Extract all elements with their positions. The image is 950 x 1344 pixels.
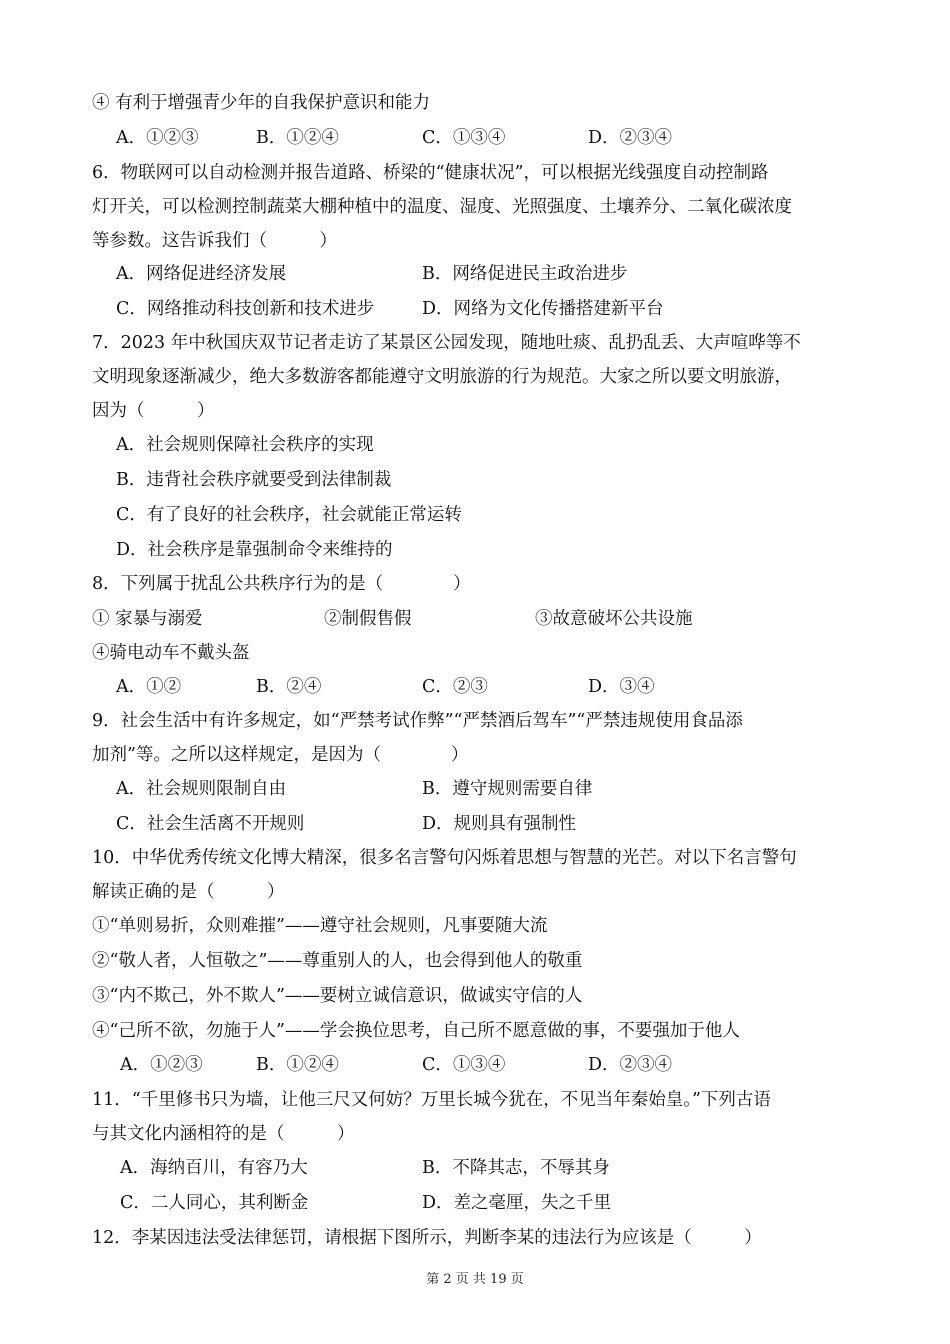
option-c: C．①③④ — [422, 128, 506, 148]
q7-stem-line-3: 因为（ ） — [92, 401, 215, 421]
q10-stem-line-1: 10．中华优秀传统文化博大精深，很多名言警句闪烁着思想与智慧的光芒。对以下名言警句 — [92, 848, 797, 868]
option-b: B．遵守规则需要自律 — [422, 779, 593, 799]
q11-stem-line-2: 与其文化内涵相符的是（ ） — [92, 1124, 355, 1144]
q5-item-4: ④ 有利于增强青少年的自我保护意识和能力 — [92, 93, 431, 113]
q12-stem: 12．李某因违法受法律惩罚，请根据下图所示，判断李某的违法行为应该是（ ） — [92, 1228, 762, 1248]
q10-stem-line-2: 解读正确的是（ ） — [92, 882, 285, 902]
option-a: A．①② — [116, 677, 182, 697]
q10-item-3: ③“内不欺己，外不欺人”——要树立诚信意识，做诚实守信的人 — [92, 986, 583, 1006]
option-a: A．社会规则限制自由 — [116, 779, 287, 799]
q8-item-4: ④骑电动车不戴头盔 — [92, 643, 250, 663]
q6-stem-line-2: 灯开关，可以检测控制蔬菜大棚种植中的温度、湿度、光照强度、土壤养分、二氧化碳浓度 — [92, 197, 792, 217]
q8-item-1: ① 家暴与溺爱 — [92, 609, 203, 629]
option-d: D．②③④ — [588, 1055, 673, 1075]
option-d: D．②③④ — [588, 128, 673, 148]
q7-option-d: D．社会秩序是靠强制命令来维持的 — [116, 540, 393, 560]
q10-item-4: ④“己所不欲，勿施于人”——学会换位思考，自己所不愿意做的事，不要强加于他人 — [92, 1021, 740, 1041]
option-b: B．不降其志，不辱其身 — [422, 1158, 610, 1178]
q6-stem-line-1: 6．物联网可以自动检测并报告道路、桥梁的“健康状况”，可以根据光线强度自动控制路 — [92, 163, 769, 183]
q11-stem-line-1: 11．“千里修书只为墙，让他三尺又何妨？万里长城今犹在，不见当年秦始皇。”下列古语 — [92, 1090, 771, 1110]
option-b: B．②④ — [256, 677, 322, 697]
q7-stem-line-2: 文明现象逐渐减少，绝大多数游客都能遵守文明旅游的行为规范。大家之所以要文明旅游， — [92, 367, 792, 387]
q8-item-3: ③故意破坏公共设施 — [535, 609, 693, 629]
q7-option-a: A．社会规则保障社会秩序的实现 — [116, 435, 374, 455]
q9-stem-line-1: 9．社会生活中有许多规定，如“严禁考试作弊”“严禁酒后驾车”“严禁违规使用食品添 — [92, 711, 743, 731]
option-c: C．网络推动科技创新和技术进步 — [116, 299, 375, 319]
q10-item-2: ②“敬人者，人恒敬之”——尊重别人的人，也会得到他人的敬重 — [92, 951, 583, 971]
option-b: B．网络促进民主政治进步 — [422, 264, 628, 284]
option-b: B．①②④ — [256, 1055, 339, 1075]
q9-stem-line-2: 加剂”等。之所以这样规定，是因为（ ） — [92, 745, 469, 765]
option-c: C．二人同心，其利断金 — [120, 1193, 309, 1213]
option-c: C．社会生活离不开规则 — [116, 814, 305, 834]
q10-item-1: ①“单则易折，众则难摧”——遵守社会规则，凡事要随大流 — [92, 916, 548, 936]
option-a: A．①②③ — [120, 1055, 203, 1075]
q6-stem-line-3: 等参数。这告诉我们（ ） — [92, 231, 337, 251]
q8-stem: 8．下列属于扰乱公共秩序行为的是（ ） — [92, 574, 471, 594]
q7-option-c: C．有了良好的社会秩序，社会就能正常运转 — [116, 505, 462, 525]
option-d: D．③④ — [588, 677, 655, 697]
q7-option-b: B．违背社会秩序就要受到法律制裁 — [116, 470, 392, 490]
option-b: B．①②④ — [256, 128, 339, 148]
option-c: C．①③④ — [422, 1055, 506, 1075]
q7-stem-line-1: 7．2023 年中秋国庆双节记者走访了某景区公园发现，随地吐痰、乱扔乱丢、大声喧哗等不 — [92, 333, 801, 353]
option-c: C．②③ — [422, 677, 488, 697]
option-a: A．①②③ — [116, 128, 199, 148]
option-a: A．海纳百川，有容乃大 — [120, 1158, 308, 1178]
option-d: D．网络为文化传播搭建新平台 — [422, 299, 664, 319]
page-footer: 第 2 页 共 19 页 — [426, 1272, 524, 1287]
option-a: A．网络促进经济发展 — [116, 264, 287, 284]
option-d: D．规则具有强制性 — [422, 814, 577, 834]
q8-item-2: ②制假售假 — [324, 609, 412, 629]
option-d: D．差之毫厘，失之千里 — [422, 1193, 612, 1213]
